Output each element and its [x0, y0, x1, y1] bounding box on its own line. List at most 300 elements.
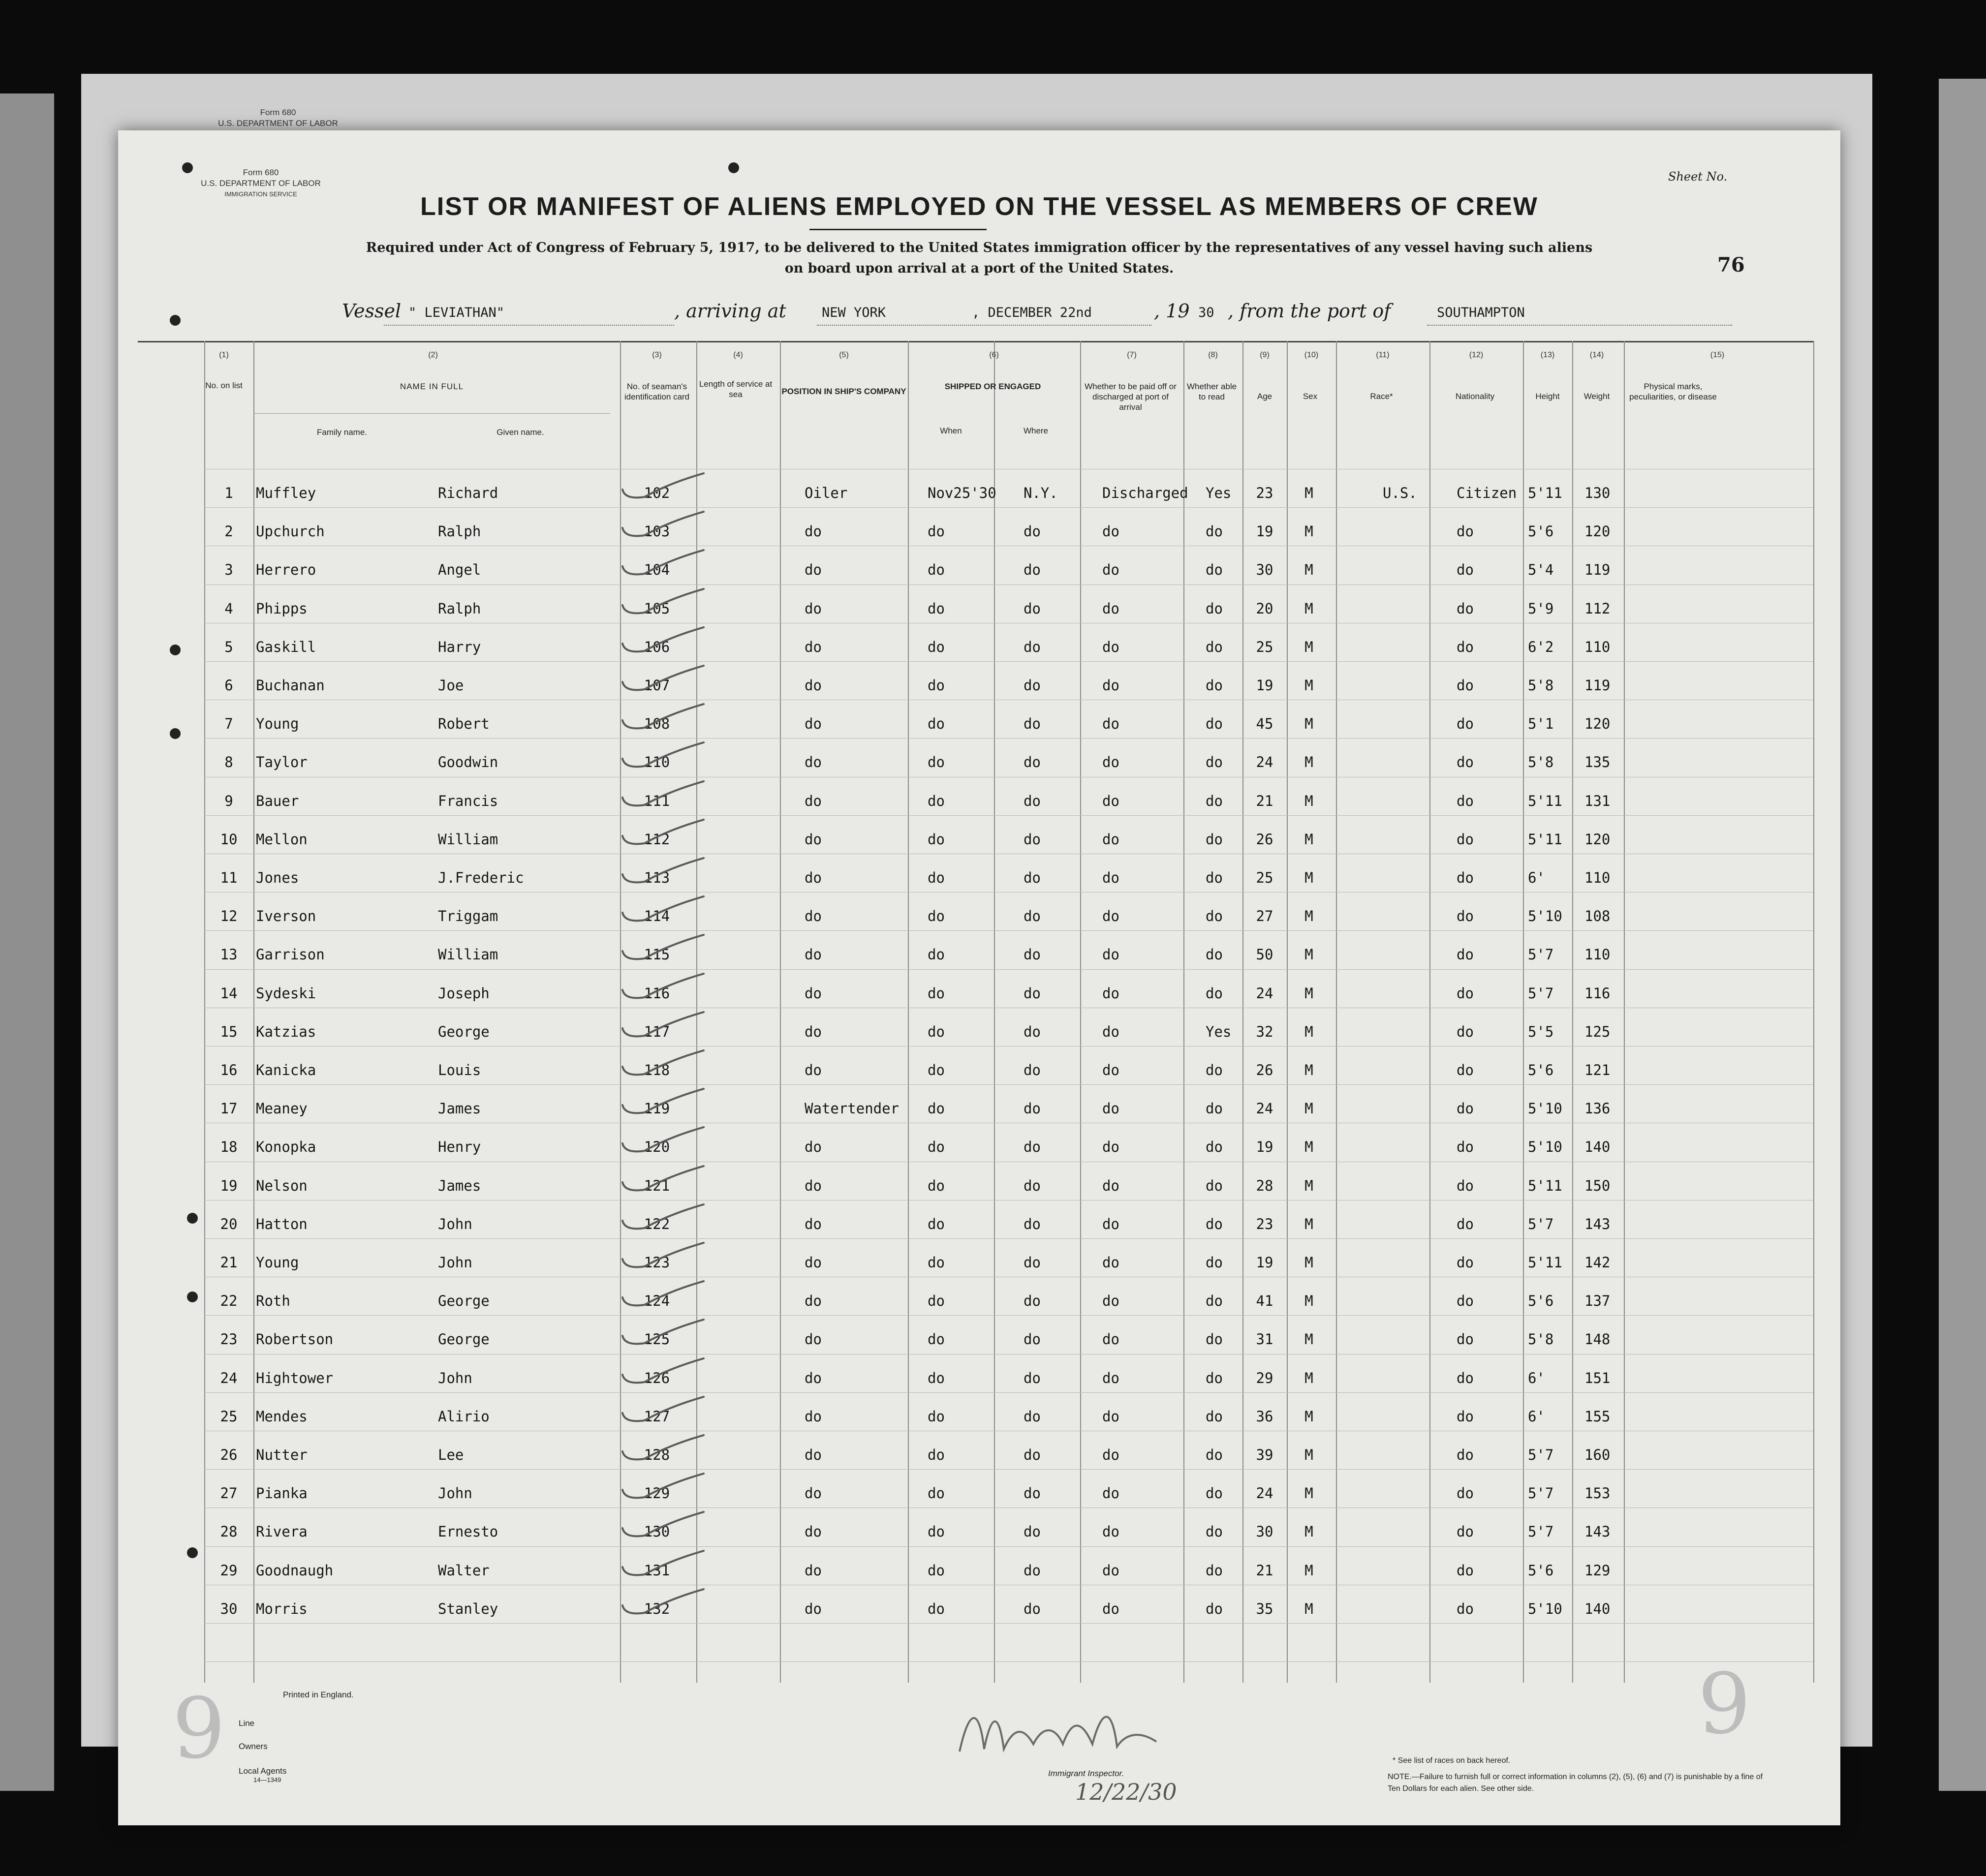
- able-to-read: Yes: [1206, 485, 1232, 501]
- family-name: Morris: [256, 1600, 308, 1617]
- arrival-date: , DECEMBER 22nd: [972, 305, 1092, 320]
- date-dotline: [817, 325, 1151, 326]
- paid-off: do: [1102, 523, 1119, 540]
- punch-hole: [187, 1213, 198, 1224]
- check-mark: [622, 704, 704, 728]
- nationality: do: [1457, 1408, 1474, 1425]
- family-name: Katzias: [256, 1023, 316, 1040]
- able-to-read: do: [1206, 946, 1223, 963]
- shipped-where: do: [1024, 1062, 1041, 1078]
- sex: M: [1304, 1485, 1313, 1502]
- row-rule: [204, 1238, 1813, 1239]
- check-mark: [622, 1127, 704, 1151]
- check-mark: [622, 1012, 704, 1036]
- given-name: Goodwin: [438, 754, 498, 770]
- column-divider: [1183, 341, 1184, 1683]
- age: 24: [1256, 985, 1273, 1002]
- sex: M: [1304, 754, 1313, 770]
- paid-off: do: [1102, 1292, 1119, 1309]
- family-name: Taylor: [256, 754, 308, 770]
- from-label: , from the port of: [1228, 300, 1391, 322]
- height: 5'6: [1528, 523, 1554, 540]
- age: 24: [1256, 754, 1273, 770]
- given-name: Francis: [438, 793, 498, 809]
- check-mark: [622, 1435, 704, 1459]
- age: 31: [1256, 1331, 1273, 1348]
- paid-off: do: [1102, 1023, 1119, 1040]
- shipped-when: do: [928, 1408, 945, 1425]
- position: do: [805, 1370, 822, 1386]
- card-number: 128: [644, 1446, 670, 1463]
- nationality: do: [1457, 677, 1474, 694]
- given-name: Joe: [438, 677, 464, 694]
- weight: 140: [1584, 1600, 1611, 1617]
- row-number: 8: [224, 754, 233, 770]
- column-divider: [1287, 341, 1288, 1683]
- position: do: [805, 908, 822, 924]
- check-marks: [586, 450, 733, 1779]
- able-to-read: do: [1206, 793, 1223, 809]
- able-to-read: do: [1206, 1600, 1223, 1617]
- column-number: (5): [839, 351, 849, 359]
- paid-off: do: [1102, 793, 1119, 809]
- column-divider: [994, 341, 995, 1683]
- weight: 120: [1584, 831, 1611, 848]
- age: 25: [1256, 869, 1273, 886]
- sex: M: [1304, 1216, 1313, 1232]
- column-number: (4): [733, 351, 743, 359]
- header-height: Height: [1535, 392, 1560, 401]
- card-number: 126: [644, 1370, 670, 1386]
- position: do: [805, 1523, 822, 1540]
- position: do: [805, 1562, 822, 1579]
- check-mark: [622, 1397, 704, 1421]
- paid-off: do: [1102, 946, 1119, 963]
- given-name: Alirio: [438, 1408, 490, 1425]
- header-physical-marks: Physical marks, peculiarities, or disease: [1629, 382, 1717, 401]
- family-name: Buchanan: [256, 677, 325, 694]
- column-number: (13): [1540, 351, 1555, 359]
- nationality: do: [1457, 1138, 1474, 1155]
- paid-off: do: [1102, 1100, 1119, 1117]
- column-number: (2): [428, 351, 438, 359]
- shipped-when: do: [928, 639, 945, 655]
- shipped-when: do: [928, 715, 945, 732]
- punch-hole: [187, 1292, 198, 1302]
- given-name: J.Frederic: [438, 869, 524, 886]
- row-number: 21: [220, 1254, 238, 1271]
- sex: M: [1304, 1370, 1313, 1386]
- row-number: 5: [224, 639, 233, 655]
- nationality: do: [1457, 1523, 1474, 1540]
- row-number: 25: [220, 1408, 238, 1425]
- row-number: 7: [224, 715, 233, 732]
- paid-off: do: [1102, 831, 1119, 848]
- nationality: do: [1457, 831, 1474, 848]
- fine-note: NOTE.—Failure to furnish full or correct information in columns (2), (5), (6) and (7) is punishable by a fine of Ten Dollars for each alien. See other side.: [1388, 1773, 1763, 1793]
- position: do: [805, 1292, 822, 1309]
- family-name: Goodnaugh: [256, 1562, 334, 1579]
- card-number: 131: [644, 1562, 670, 1579]
- races-note: * See list of races on back hereof.: [1393, 1756, 1511, 1765]
- paid-off: do: [1102, 1216, 1119, 1232]
- sex: M: [1304, 1023, 1313, 1040]
- family-name: Hatton: [256, 1216, 308, 1232]
- weight: 148: [1584, 1331, 1611, 1348]
- paid-off: do: [1102, 1523, 1119, 1540]
- shipped-when: do: [928, 677, 945, 694]
- row-number: 17: [220, 1100, 238, 1117]
- row-number: 24: [220, 1370, 238, 1386]
- height: 5'7: [1528, 1485, 1554, 1502]
- family-name: Mellon: [256, 831, 308, 848]
- card-number: 115: [644, 946, 670, 963]
- weight: 125: [1584, 1023, 1611, 1040]
- able-to-read: do: [1206, 1292, 1223, 1309]
- age: 20: [1256, 600, 1273, 617]
- height: 5'7: [1528, 985, 1554, 1002]
- family-name: Gaskill: [256, 639, 316, 655]
- race: U.S.: [1383, 485, 1417, 501]
- age: 21: [1256, 1562, 1273, 1579]
- age: 36: [1256, 1408, 1273, 1425]
- weight: 119: [1584, 677, 1611, 694]
- shipped-when: do: [928, 1370, 945, 1386]
- position: do: [805, 561, 822, 578]
- age: 25: [1256, 639, 1273, 655]
- column-divider: [1572, 341, 1573, 1683]
- position: Oiler: [805, 485, 848, 501]
- shipped-where: do: [1024, 754, 1041, 770]
- family-name: Mendes: [256, 1408, 308, 1425]
- family-name: Robertson: [256, 1331, 334, 1348]
- given-name: Louis: [438, 1062, 481, 1078]
- header-shipped: SHIPPED OR ENGAGED: [944, 382, 1041, 391]
- position: do: [805, 1446, 822, 1463]
- paid-off: do: [1102, 600, 1119, 617]
- shipped-when: do: [928, 1485, 945, 1502]
- weight: 160: [1584, 1446, 1611, 1463]
- column-number: (8): [1208, 351, 1218, 359]
- position: do: [805, 1254, 822, 1271]
- card-number: 130: [644, 1523, 670, 1540]
- manifest-page: [118, 130, 1840, 1825]
- height: 5'10: [1528, 1100, 1562, 1117]
- height: 5'9: [1528, 600, 1554, 617]
- sex: M: [1304, 831, 1313, 848]
- check-mark: [622, 550, 704, 574]
- height: 5'6: [1528, 1292, 1554, 1309]
- punch-hole: [170, 315, 181, 326]
- header-nationality: Nationality: [1455, 392, 1495, 401]
- age: 26: [1256, 831, 1273, 848]
- row-rule: [204, 1623, 1813, 1624]
- sex: M: [1304, 1254, 1313, 1271]
- height: 5'11: [1528, 793, 1562, 809]
- nationality: do: [1457, 1292, 1474, 1309]
- given-name: John: [438, 1216, 472, 1232]
- able-to-read: do: [1206, 677, 1223, 694]
- given-name: George: [438, 1331, 490, 1348]
- shipped-where: do: [1024, 715, 1041, 732]
- column-number: (12): [1469, 351, 1484, 359]
- age: 19: [1256, 677, 1273, 694]
- weight: 129: [1584, 1562, 1611, 1579]
- check-mark: [622, 589, 704, 613]
- shipped-when: do: [928, 1292, 945, 1309]
- card-number: 125: [644, 1331, 670, 1348]
- card-number: 102: [644, 485, 670, 501]
- nationality: Citizen: [1457, 485, 1517, 501]
- header-weight: Weight: [1583, 392, 1610, 401]
- underlying-form-number: Form 680: [260, 108, 296, 117]
- given-name: George: [438, 1023, 490, 1040]
- height: 6': [1528, 869, 1545, 886]
- underlying-form-meta: [204, 107, 352, 129]
- given-name: Harry: [438, 639, 481, 655]
- weight: 110: [1584, 946, 1611, 963]
- card-number: 112: [644, 831, 670, 848]
- column-divider: [253, 341, 254, 1683]
- shipped-when: do: [928, 1600, 945, 1617]
- given-name: John: [438, 1485, 472, 1502]
- requirement-line-1: Required under Act of Congress of February 5, 1917, to be delivered to the United States immigration officer by the representatives of any vessel having such aliens: [366, 240, 1593, 255]
- able-to-read: do: [1206, 869, 1223, 886]
- weight: 143: [1584, 1523, 1611, 1540]
- column-divider: [1242, 341, 1243, 1683]
- able-to-read: do: [1206, 715, 1223, 732]
- card-number: 113: [644, 869, 670, 886]
- shipped-when: do: [928, 1523, 945, 1540]
- nationality: do: [1457, 523, 1474, 540]
- sheet-label: Sheet No.: [1668, 170, 1728, 184]
- shipped-when: do: [928, 985, 945, 1002]
- able-to-read: do: [1206, 908, 1223, 924]
- able-to-read: do: [1206, 600, 1223, 617]
- nationality: do: [1457, 1216, 1474, 1232]
- card-number: 119: [644, 1100, 670, 1117]
- manifest-title: LIST OR MANIFEST OF ALIENS EMPLOYED ON THE VESSEL AS MEMBERS OF CREW: [420, 192, 1538, 221]
- height: 5'11: [1528, 485, 1562, 501]
- shipped-when: do: [928, 1023, 945, 1040]
- paid-off: do: [1102, 1177, 1119, 1194]
- height: 5'7: [1528, 1216, 1554, 1232]
- shipped-where: do: [1024, 600, 1041, 617]
- shipped-where: do: [1024, 1177, 1041, 1194]
- given-name: Robert: [438, 715, 490, 732]
- shipped-where: do: [1024, 1254, 1041, 1271]
- nationality: do: [1457, 639, 1474, 655]
- sex: M: [1304, 1446, 1313, 1463]
- row-rule: [204, 969, 1813, 970]
- punch-hole: [170, 645, 181, 655]
- row-number: 23: [220, 1331, 238, 1348]
- sex: M: [1304, 715, 1313, 732]
- header-no-on-list: No. on list: [205, 381, 243, 390]
- weight: 140: [1584, 1138, 1611, 1155]
- family-name: Garrison: [256, 946, 325, 963]
- vessel-name: " LEVIATHAN": [408, 305, 505, 320]
- column-number: (7): [1127, 351, 1137, 359]
- age: 28: [1256, 1177, 1273, 1194]
- check-mark: [622, 1166, 704, 1190]
- given-name: Ralph: [438, 600, 481, 617]
- age: 45: [1256, 715, 1273, 732]
- sex: M: [1304, 1408, 1313, 1425]
- column-divider: [1523, 341, 1524, 1683]
- given-name: Stanley: [438, 1600, 498, 1617]
- nationality: do: [1457, 1562, 1474, 1579]
- position: do: [805, 754, 822, 770]
- shipped-when: do: [928, 908, 945, 924]
- height: 5'8: [1528, 754, 1554, 770]
- paid-off: do: [1102, 1562, 1119, 1579]
- age: 19: [1256, 1138, 1273, 1155]
- row-rule: [204, 1507, 1813, 1508]
- weight: 137: [1584, 1292, 1611, 1309]
- inspector-signature: [950, 1697, 1181, 1771]
- column-divider: [1624, 341, 1625, 1683]
- position: do: [805, 1331, 822, 1348]
- shipped-when: do: [928, 1062, 945, 1078]
- able-to-read: do: [1206, 1138, 1223, 1155]
- card-number: 120: [644, 1138, 670, 1155]
- corner-mark-left: 9: [172, 1680, 226, 1778]
- row-rule: [204, 584, 1813, 585]
- card-number: 124: [644, 1292, 670, 1309]
- vessel-dotline: [384, 325, 674, 326]
- row-number: 28: [220, 1523, 238, 1540]
- paid-off: do: [1102, 908, 1119, 924]
- adjacent-page-right: [1939, 79, 1986, 1791]
- shipped-when: do: [928, 561, 945, 578]
- paid-off: do: [1102, 639, 1119, 655]
- column-divider: [1429, 341, 1430, 1683]
- row-number: 13: [220, 946, 238, 963]
- header-rule: [138, 341, 1813, 342]
- given-name: Joseph: [438, 985, 490, 1002]
- shipped-when: do: [928, 754, 945, 770]
- family-name: Muffley: [256, 485, 316, 501]
- age: 23: [1256, 1216, 1273, 1232]
- vessel-label: Vessel: [342, 300, 402, 322]
- family-name: Roth: [256, 1292, 290, 1309]
- age: 39: [1256, 1446, 1273, 1463]
- paid-off: do: [1102, 1408, 1119, 1425]
- nationality: do: [1457, 1062, 1474, 1078]
- header-race: Race*: [1370, 392, 1393, 401]
- shipped-where: do: [1024, 1523, 1041, 1540]
- title-rule: [809, 229, 987, 230]
- paid-off: do: [1102, 1062, 1119, 1078]
- given-name: Henry: [438, 1138, 481, 1155]
- check-mark: [622, 1281, 704, 1305]
- able-to-read: do: [1206, 1216, 1223, 1232]
- inspector-date: 12/22/30: [1075, 1779, 1177, 1805]
- check-mark: [622, 666, 704, 690]
- shipped-when: do: [928, 1562, 945, 1579]
- age: 41: [1256, 1292, 1273, 1309]
- able-to-read: do: [1206, 639, 1223, 655]
- header-when: When: [940, 426, 962, 435]
- card-number: 121: [644, 1177, 670, 1194]
- paid-off: do: [1102, 1331, 1119, 1348]
- check-mark: [622, 742, 704, 767]
- nationality: do: [1457, 1177, 1474, 1194]
- shipped-where: do: [1024, 1023, 1041, 1040]
- header-id-card: No. of seaman's identification card: [624, 382, 690, 401]
- weight: 155: [1584, 1408, 1611, 1425]
- family-name: Meaney: [256, 1100, 308, 1117]
- sex: M: [1304, 793, 1313, 809]
- weight: 119: [1584, 561, 1611, 578]
- row-number: 4: [224, 600, 233, 617]
- height: 5'11: [1528, 831, 1562, 848]
- position: do: [805, 1216, 822, 1232]
- department: U.S. DEPARTMENT OF LABOR: [201, 179, 321, 188]
- family-name: Kanicka: [256, 1062, 316, 1078]
- age: 23: [1256, 485, 1273, 501]
- height: 5'4: [1528, 561, 1554, 578]
- paid-off: do: [1102, 1138, 1119, 1155]
- row-number: 20: [220, 1216, 238, 1232]
- position: do: [805, 600, 822, 617]
- row-rule: [204, 1392, 1813, 1393]
- able-to-read: do: [1206, 1408, 1223, 1425]
- nationality: do: [1457, 985, 1474, 1002]
- given-name: Richard: [438, 485, 498, 501]
- sex: M: [1304, 1100, 1313, 1117]
- nationality: do: [1457, 793, 1474, 809]
- row-number: 26: [220, 1446, 238, 1463]
- able-to-read: do: [1206, 1331, 1223, 1348]
- underlying-department: U.S. DEPARTMENT OF LABOR: [218, 119, 338, 128]
- position: do: [805, 869, 822, 886]
- shipped-where: do: [1024, 1100, 1041, 1117]
- shipped-when: do: [928, 523, 945, 540]
- age: 27: [1256, 908, 1273, 924]
- nationality: do: [1457, 1485, 1474, 1502]
- age: 32: [1256, 1023, 1273, 1040]
- height: 5'10: [1528, 1600, 1562, 1617]
- paid-off: do: [1102, 715, 1119, 732]
- position: do: [805, 1408, 822, 1425]
- shipped-when: do: [928, 869, 945, 886]
- card-number: 106: [644, 639, 670, 655]
- family-name: Iverson: [256, 908, 316, 924]
- able-to-read: do: [1206, 1370, 1223, 1386]
- card-number: 122: [644, 1216, 670, 1232]
- height: 5'11: [1528, 1254, 1562, 1271]
- weight: 151: [1584, 1370, 1611, 1386]
- card-number: 107: [644, 677, 670, 694]
- paid-off: do: [1102, 677, 1119, 694]
- shipped-where: N.Y.: [1024, 485, 1058, 501]
- weight: 116: [1584, 985, 1611, 1002]
- check-mark: [622, 1320, 704, 1344]
- sex: M: [1304, 1292, 1313, 1309]
- row-rule: [204, 1546, 1813, 1547]
- nationality: do: [1457, 600, 1474, 617]
- given-name: Lee: [438, 1446, 464, 1463]
- check-mark: [622, 627, 704, 651]
- arrival-year: 30: [1198, 305, 1214, 320]
- card-number: 110: [644, 754, 670, 770]
- header-age: Age: [1257, 392, 1272, 401]
- agents-label: Local Agents: [239, 1766, 287, 1776]
- nationality: do: [1457, 946, 1474, 963]
- family-name: Upchurch: [256, 523, 325, 540]
